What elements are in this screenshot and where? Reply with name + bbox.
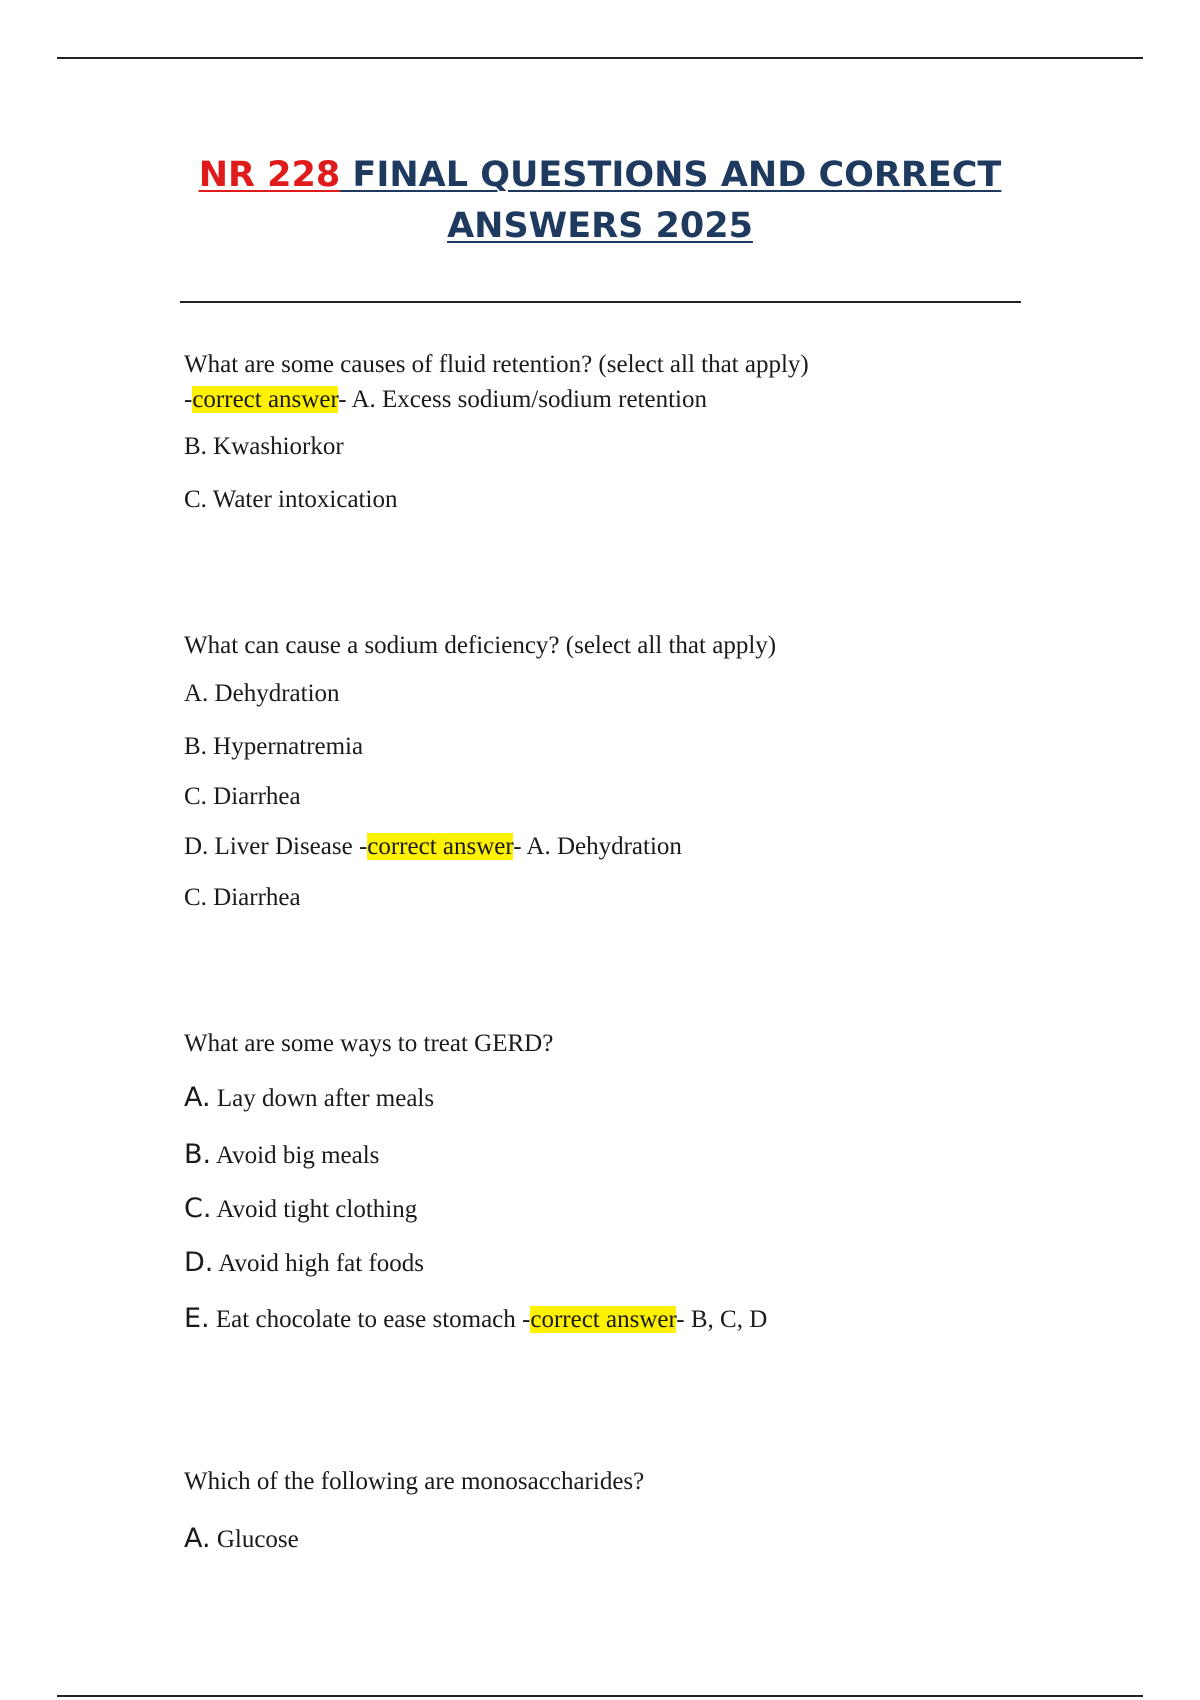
course-code: NR 228: [198, 155, 341, 195]
correct-answer-highlight: correct answer: [530, 1306, 677, 1333]
question-3-answer: E. Eat chocolate to ease stomach -correct answer- B, C, D: [184, 1303, 768, 1334]
question-2-answer-extra: C. Diarrhea: [184, 884, 301, 911]
question-2-answer: D. Liver Disease -correct answer- A. Dehydration: [184, 833, 682, 860]
top-rule: [57, 57, 1143, 59]
question-1-answer: -correct answer- A. Excess sodium/sodium retention: [184, 386, 707, 413]
question-1-option: C. Water intoxication: [184, 486, 398, 513]
question-3-option: B. Avoid big meals: [184, 1139, 380, 1170]
question-3-option: A. Lay down after meals: [184, 1082, 435, 1113]
question-2-option: C. Diarrhea: [184, 783, 301, 810]
question-2-option: B. Hypernatremia: [184, 733, 364, 760]
question-3-option: D. Avoid high fat foods: [184, 1247, 425, 1278]
title-line-2: ANSWERS 2025: [447, 206, 753, 246]
bottom-rule: [57, 1695, 1143, 1697]
correct-answer-highlight: correct answer: [192, 386, 339, 413]
title-rule: [180, 301, 1021, 303]
question-4-option: A. Glucose: [184, 1523, 299, 1554]
correct-answer-highlight: correct answer: [367, 833, 514, 860]
question-1-text: What are some causes of fluid retention? (select all that apply): [184, 351, 809, 378]
document-title: [120, 150, 1080, 252]
question-1-option: B. Kwashiorkor: [184, 433, 344, 460]
question-3-option: C. Avoid tight clothing: [184, 1193, 418, 1224]
question-2-text: What can cause a sodium deficiency? (select all that apply): [184, 632, 777, 659]
question-2-option: A. Dehydration: [184, 680, 340, 707]
question-3-text: What are some ways to treat GERD?: [184, 1030, 554, 1057]
question-4-text: Which of the following are monosaccharides?: [184, 1468, 645, 1495]
title-line-1: FINAL QUESTIONS AND CORRECT: [352, 155, 1002, 195]
